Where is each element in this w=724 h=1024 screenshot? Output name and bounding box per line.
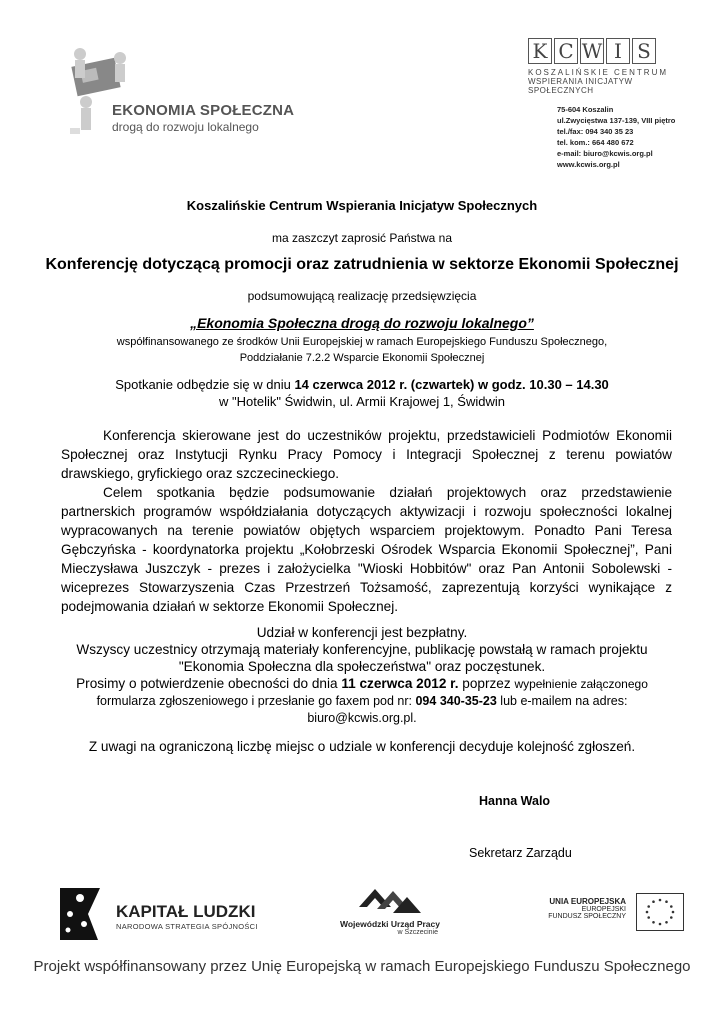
cofinance-line-1: współfinansowanego ze środków Unii Europejskiej w ramach Europejskiego Funduszu Społecznego, bbox=[116, 336, 608, 348]
kcwis-logo bbox=[528, 38, 678, 95]
kcwis-letters bbox=[528, 38, 678, 64]
wup-title: Wojewódzki Urząd Pracy bbox=[340, 919, 440, 929]
kcwis-line1: KOSZALIŃSKIE CENTRUM bbox=[528, 68, 669, 77]
kapital-ludzki-logo bbox=[58, 884, 268, 944]
materials-line-2: "Ekonomia Społeczna dla społeczeństwa" oraz poczęstunek. bbox=[178, 659, 546, 674]
form-line bbox=[0, 694, 724, 708]
kapital-ludzki-title: KAPITAŁ LUDZKI bbox=[116, 902, 256, 921]
kcwis-letter: C bbox=[554, 38, 578, 64]
contact-block bbox=[557, 104, 707, 170]
form-text-2: lub e-mailem na adres: bbox=[496, 694, 628, 708]
cofinance-line-2: Poddziałanie 7.2.2 Wsparcie Ekonomii Społecznej bbox=[239, 352, 485, 364]
confirm-suffix: poprzez bbox=[458, 676, 515, 691]
confirm-prefix: Prosimy o potwierdzenie obecności do dnia bbox=[76, 676, 342, 691]
contact-email-address[interactable]: biuro@kcwis.org.pl. bbox=[307, 711, 417, 725]
free-entry: Udział w konferencji jest bezpłatny. bbox=[256, 625, 468, 640]
wup-logo bbox=[330, 885, 450, 945]
confirm-date: 11 czerwca 2012 r. bbox=[341, 676, 459, 691]
fax-number: 094 340-35-23 bbox=[415, 694, 497, 708]
es-logo-title: EKONOMIA SPOŁECZNA bbox=[112, 102, 295, 119]
project-title: „Ekonomia Społeczna drogą do rozwoju lokalnego” bbox=[190, 315, 534, 331]
kcwis-letter: K bbox=[528, 38, 552, 64]
signer-role: Sekretarz Zarządu bbox=[469, 846, 572, 860]
kcwis-letter: S bbox=[632, 38, 656, 64]
confirm-small: wypełnienie załączonego bbox=[514, 677, 648, 691]
kapital-ludzki-subtitle: NARODOWA STRATEGIA SPÓJNOŚCI bbox=[116, 922, 258, 931]
kcwis-line2: WSPIERANIA INICJATYW SPOŁECZNYCH bbox=[528, 77, 633, 95]
contact-address: 75-604 Koszalin bbox=[557, 105, 614, 114]
eu-fund-line1: EUROPEJSKI bbox=[581, 906, 626, 913]
meeting-date bbox=[0, 377, 724, 392]
confirm-line bbox=[0, 676, 724, 691]
summary-text: podsumowującą realizację przedsięwzięcia bbox=[247, 289, 477, 303]
es-logo-subtitle: drogą do rozwoju lokalnego bbox=[112, 120, 259, 134]
eu-fund-line2: FUNDUSZ SPOŁECZNY bbox=[548, 913, 626, 920]
kapital-ludzki-icon bbox=[58, 884, 102, 942]
wup-subtitle: w Szczecinie bbox=[397, 929, 438, 936]
paragraph-goal: Celem spotkania będzie podsumowanie działań projektowych oraz przedstawienie partnerskich programów współdziałania dotyczących aktywizacji i rozwoju społeczności lokalnej wypracowanych na terenie powiatów objętych wsparciem projektowym. Ponadto Pani Teresa Gębczyńska - koordynatorka projektu „Kołobrzeski Ośrodek Wsparcia Ekonomii Społecznej”, Pani Mieczysława Juszczyk - prezes i założycielka "Wioski Hobbitów" oraz Pan Antonii Sobolewski - wiceprezes Stowarzyszenia Czas Przestrzeń Tożsamość, zaprezentują korzyści wynikające z podejmowania działań w sektorze Ekonomii Społecznej. bbox=[61, 485, 672, 614]
eu-logo bbox=[540, 893, 690, 937]
form-text-1: formularza zgłoszeniowego i przesłanie go faxem pod nr: bbox=[96, 694, 416, 708]
es-logo bbox=[60, 40, 300, 140]
materials-line-1: Wszyscy uczestnicy otrzymają materiały konferencyjne, publikację powstałą w ramach projektu bbox=[76, 642, 648, 657]
kcwis-letter: W bbox=[581, 39, 603, 63]
meeting-place: w "Hotelik" Świdwin, ul. Armii Krajowej 1, Świdwin bbox=[219, 394, 505, 409]
eu-title: UNIA EUROPEJSKA bbox=[549, 897, 626, 906]
eu-flag-icon bbox=[636, 893, 684, 931]
signer-name: Hanna Walo bbox=[479, 794, 551, 808]
kcwis-letter: I bbox=[606, 38, 630, 64]
invite-text: ma zaszczyt zaprosić Państwa na bbox=[271, 231, 453, 245]
footer-tagline: Projekt współfinansowany przez Unię Europejską w ramach Europejskiego Funduszu Społecznego bbox=[33, 958, 691, 975]
notice-text: Z uwagi na ograniczoną liczbę miejsc o udziale w konferencji decyduje kolejność zgłoszeń. bbox=[88, 739, 636, 754]
contact-email[interactable]: e-mail: biuro@kcwis.org.pl bbox=[557, 149, 653, 158]
conference-title: Konferencję dotyczącą promocji oraz zatrudnienia w sektorze Ekonomii Społecznej bbox=[45, 256, 679, 273]
contact-website[interactable]: www.kcwis.org.pl bbox=[557, 160, 620, 169]
meeting-datetime: 14 czerwca 2012 r. (czwartek) w godz. 10.30 – 14.30 bbox=[294, 377, 609, 392]
contact-mobile: tel. kom.: 664 480 672 bbox=[557, 138, 634, 147]
paragraph-audience: Konferencja skierowane jest do uczestników projektu, przedstawicieli Podmiotów Ekonomii Społecznej oraz Instytucji Rynku Pracy Pomocy i Integracji Społecznej z terenu powiatów drawskiego, gryfickiego oraz szczecineckiego. bbox=[61, 428, 672, 481]
contact-phone: tel./fax: 094 340 35 23 bbox=[557, 127, 634, 136]
contact-street: ul.Zwycięstwa 137-139, VIII piętro bbox=[557, 116, 676, 125]
meeting-prefix: Spotkanie odbędzie się w dniu bbox=[115, 377, 295, 392]
organization-name: Koszalińskie Centrum Wspierania Inicjatyw Społecznych bbox=[186, 198, 538, 213]
wup-icon bbox=[355, 885, 425, 917]
